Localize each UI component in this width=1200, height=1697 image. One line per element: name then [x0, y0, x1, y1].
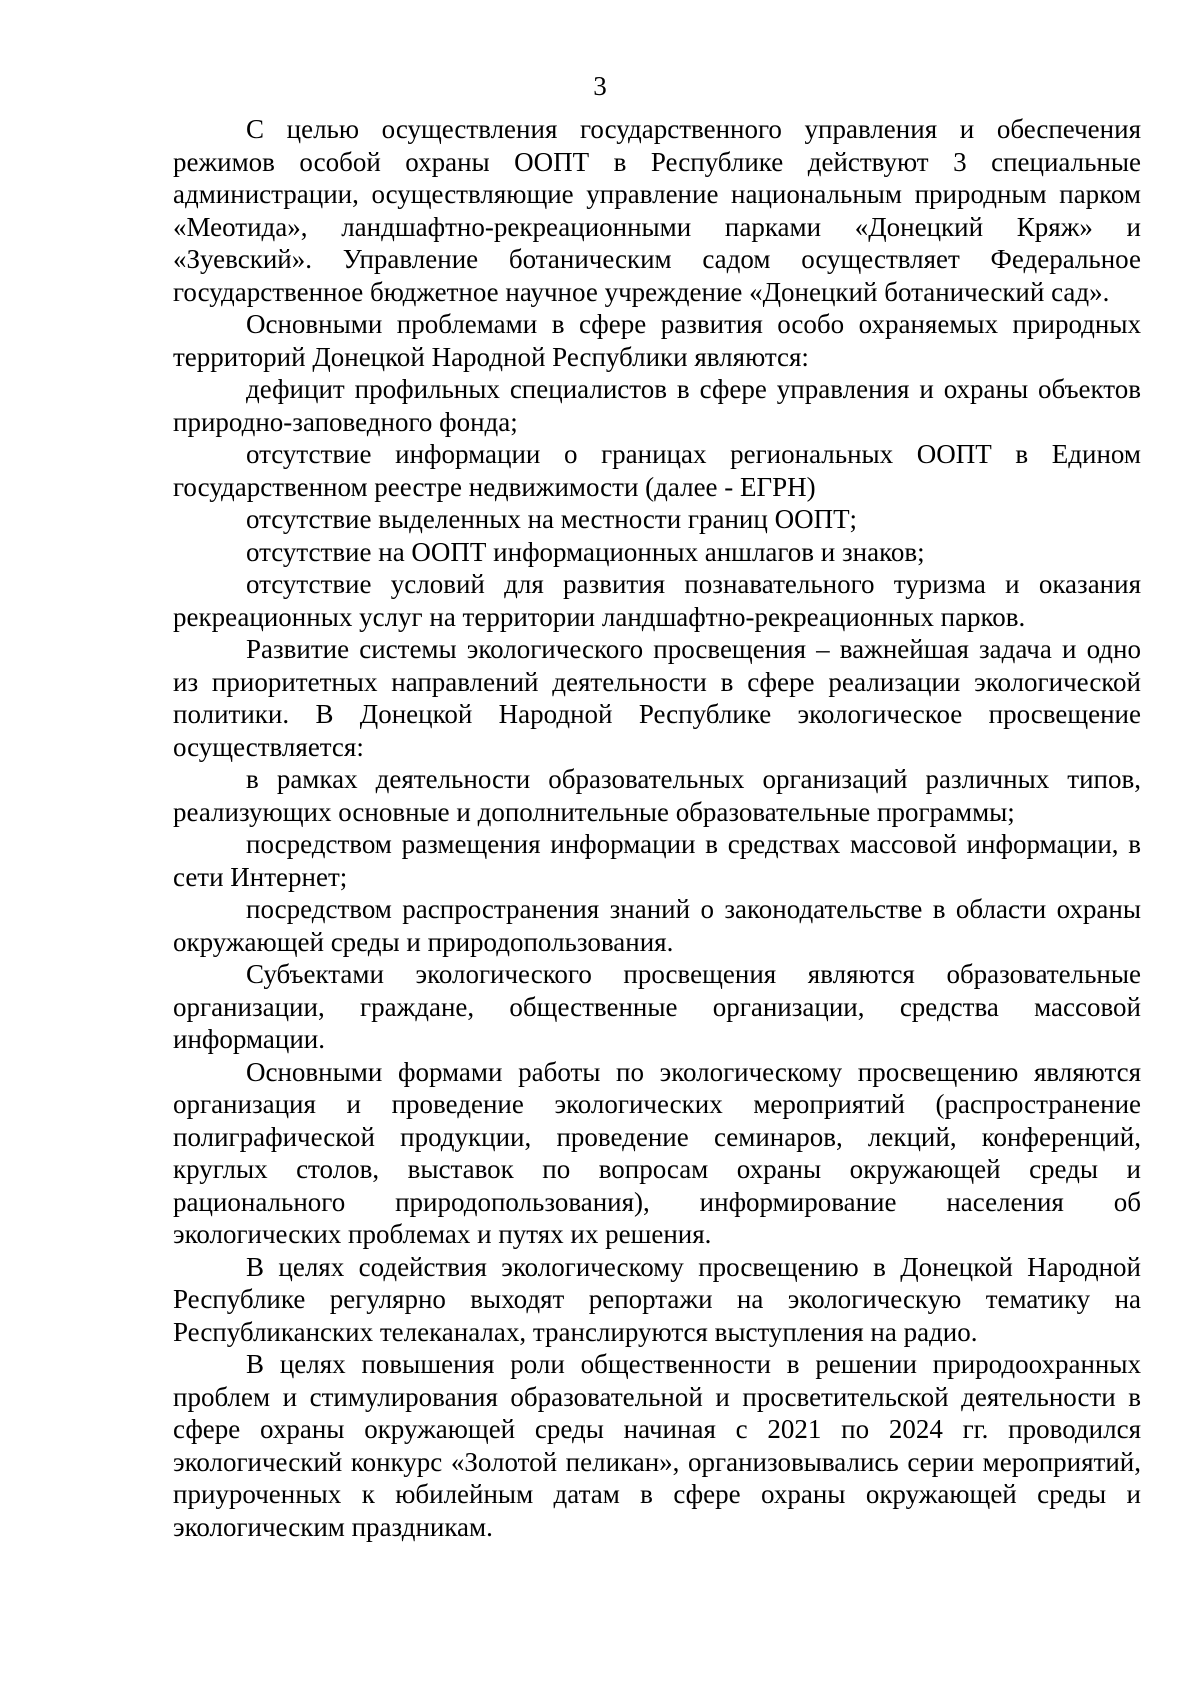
paragraph-problem-signs: отсутствие на ООПТ информационных аншлагов и знаков;	[246, 536, 925, 567]
document-body	[173, 113, 1141, 1543]
paragraph-problem-tourism: отсутствие условий для развития познавательного туризма и оказания рекреационных услуг на территории ландшафтно-рекреационных парков.	[173, 569, 1141, 632]
paragraph-education-tv: В целях содействия экологическому просвещению в Донецкой Народной Республике регулярно выходят репортажи на экологическую тематику на Республиканских телеканалах, транслируются выступления на радио.	[173, 1251, 1141, 1347]
paragraph-problem-egrn: отсутствие информации о границах региональных ООПТ в Едином государственном реестре недвижимости (далее - ЕГРН)	[173, 439, 1141, 502]
paragraph-education-subjects: Субъектами экологического просвещения являются образовательные организации, граждане, общественные организации, средства массовой информации.	[173, 959, 1141, 1054]
page-number: 3	[593, 71, 607, 101]
paragraph-education-legislation: посредством распространения знаний о законодательстве в области охраны окружающей среды и природопользования.	[173, 894, 1141, 957]
paragraph-golden-pelican: В целях повышения роли общественности в решении природоохранных проблем и стимулирования образовательной и просветительской деятельности в сфере охраны окружающей среды начиная с 2021 по 2024 гг. проводился экологический конкурс «Золотой пеликан», организовывались серии мероприятий, приуроченных к юбилейным датам в сфере охраны окружающей среды и экологическим праздникам.	[173, 1349, 1141, 1542]
paragraph-administrations: С целью осуществления государственного управления и обеспечения режимов особой охраны ООПТ в Республике действуют 3 специальные администрации, осуществляющие управление национальным природным парком «Меотида», ландшафтно-рекреационными парками «Донецкий Кряж» и «Зуевский». Управление ботаническим садом осуществляет Федеральное государственное бюджетное научное учреждение «Донецкий ботанический сад».	[173, 114, 1141, 307]
paragraph-problems-intro: Основными проблемами в сфере развития особо охраняемых природных территорий Донецкой Народной Республики являются:	[173, 309, 1141, 372]
paragraph-problem-specialists: дефицит профильных специалистов в сфере управления и охраны объектов природно-заповедного фонда;	[173, 374, 1141, 437]
paragraph-education-intro: Развитие системы экологического просвещения – важнейшая задача и одно из приоритетных направлений деятельности в сфере реализации экологической политики. В Донецкой Народной Республике экологическое просвещение осуществляется:	[173, 634, 1141, 762]
paragraph-problem-borders: отсутствие выделенных на местности границ ООПТ;	[246, 504, 858, 534]
paragraph-education-media: посредством размещения информации в средствах массовой информации, в сети Интернет;	[173, 829, 1141, 892]
paragraph-education-forms: Основными формами работы по экологическому просвещению являются организация и проведение экологических мероприятий (распространение полиграфической продукции, проведение семинаров, лекций, конференций, круглых столов, выставок по вопросам охраны окружающей среды и рационального природопользования), информирование населения об экологических проблемах и путях их решения.	[173, 1056, 1141, 1249]
paragraph-education-organizations: в рамках деятельности образовательных организаций различных типов, реализующих основные и дополнительные образовательные программы;	[173, 764, 1141, 827]
